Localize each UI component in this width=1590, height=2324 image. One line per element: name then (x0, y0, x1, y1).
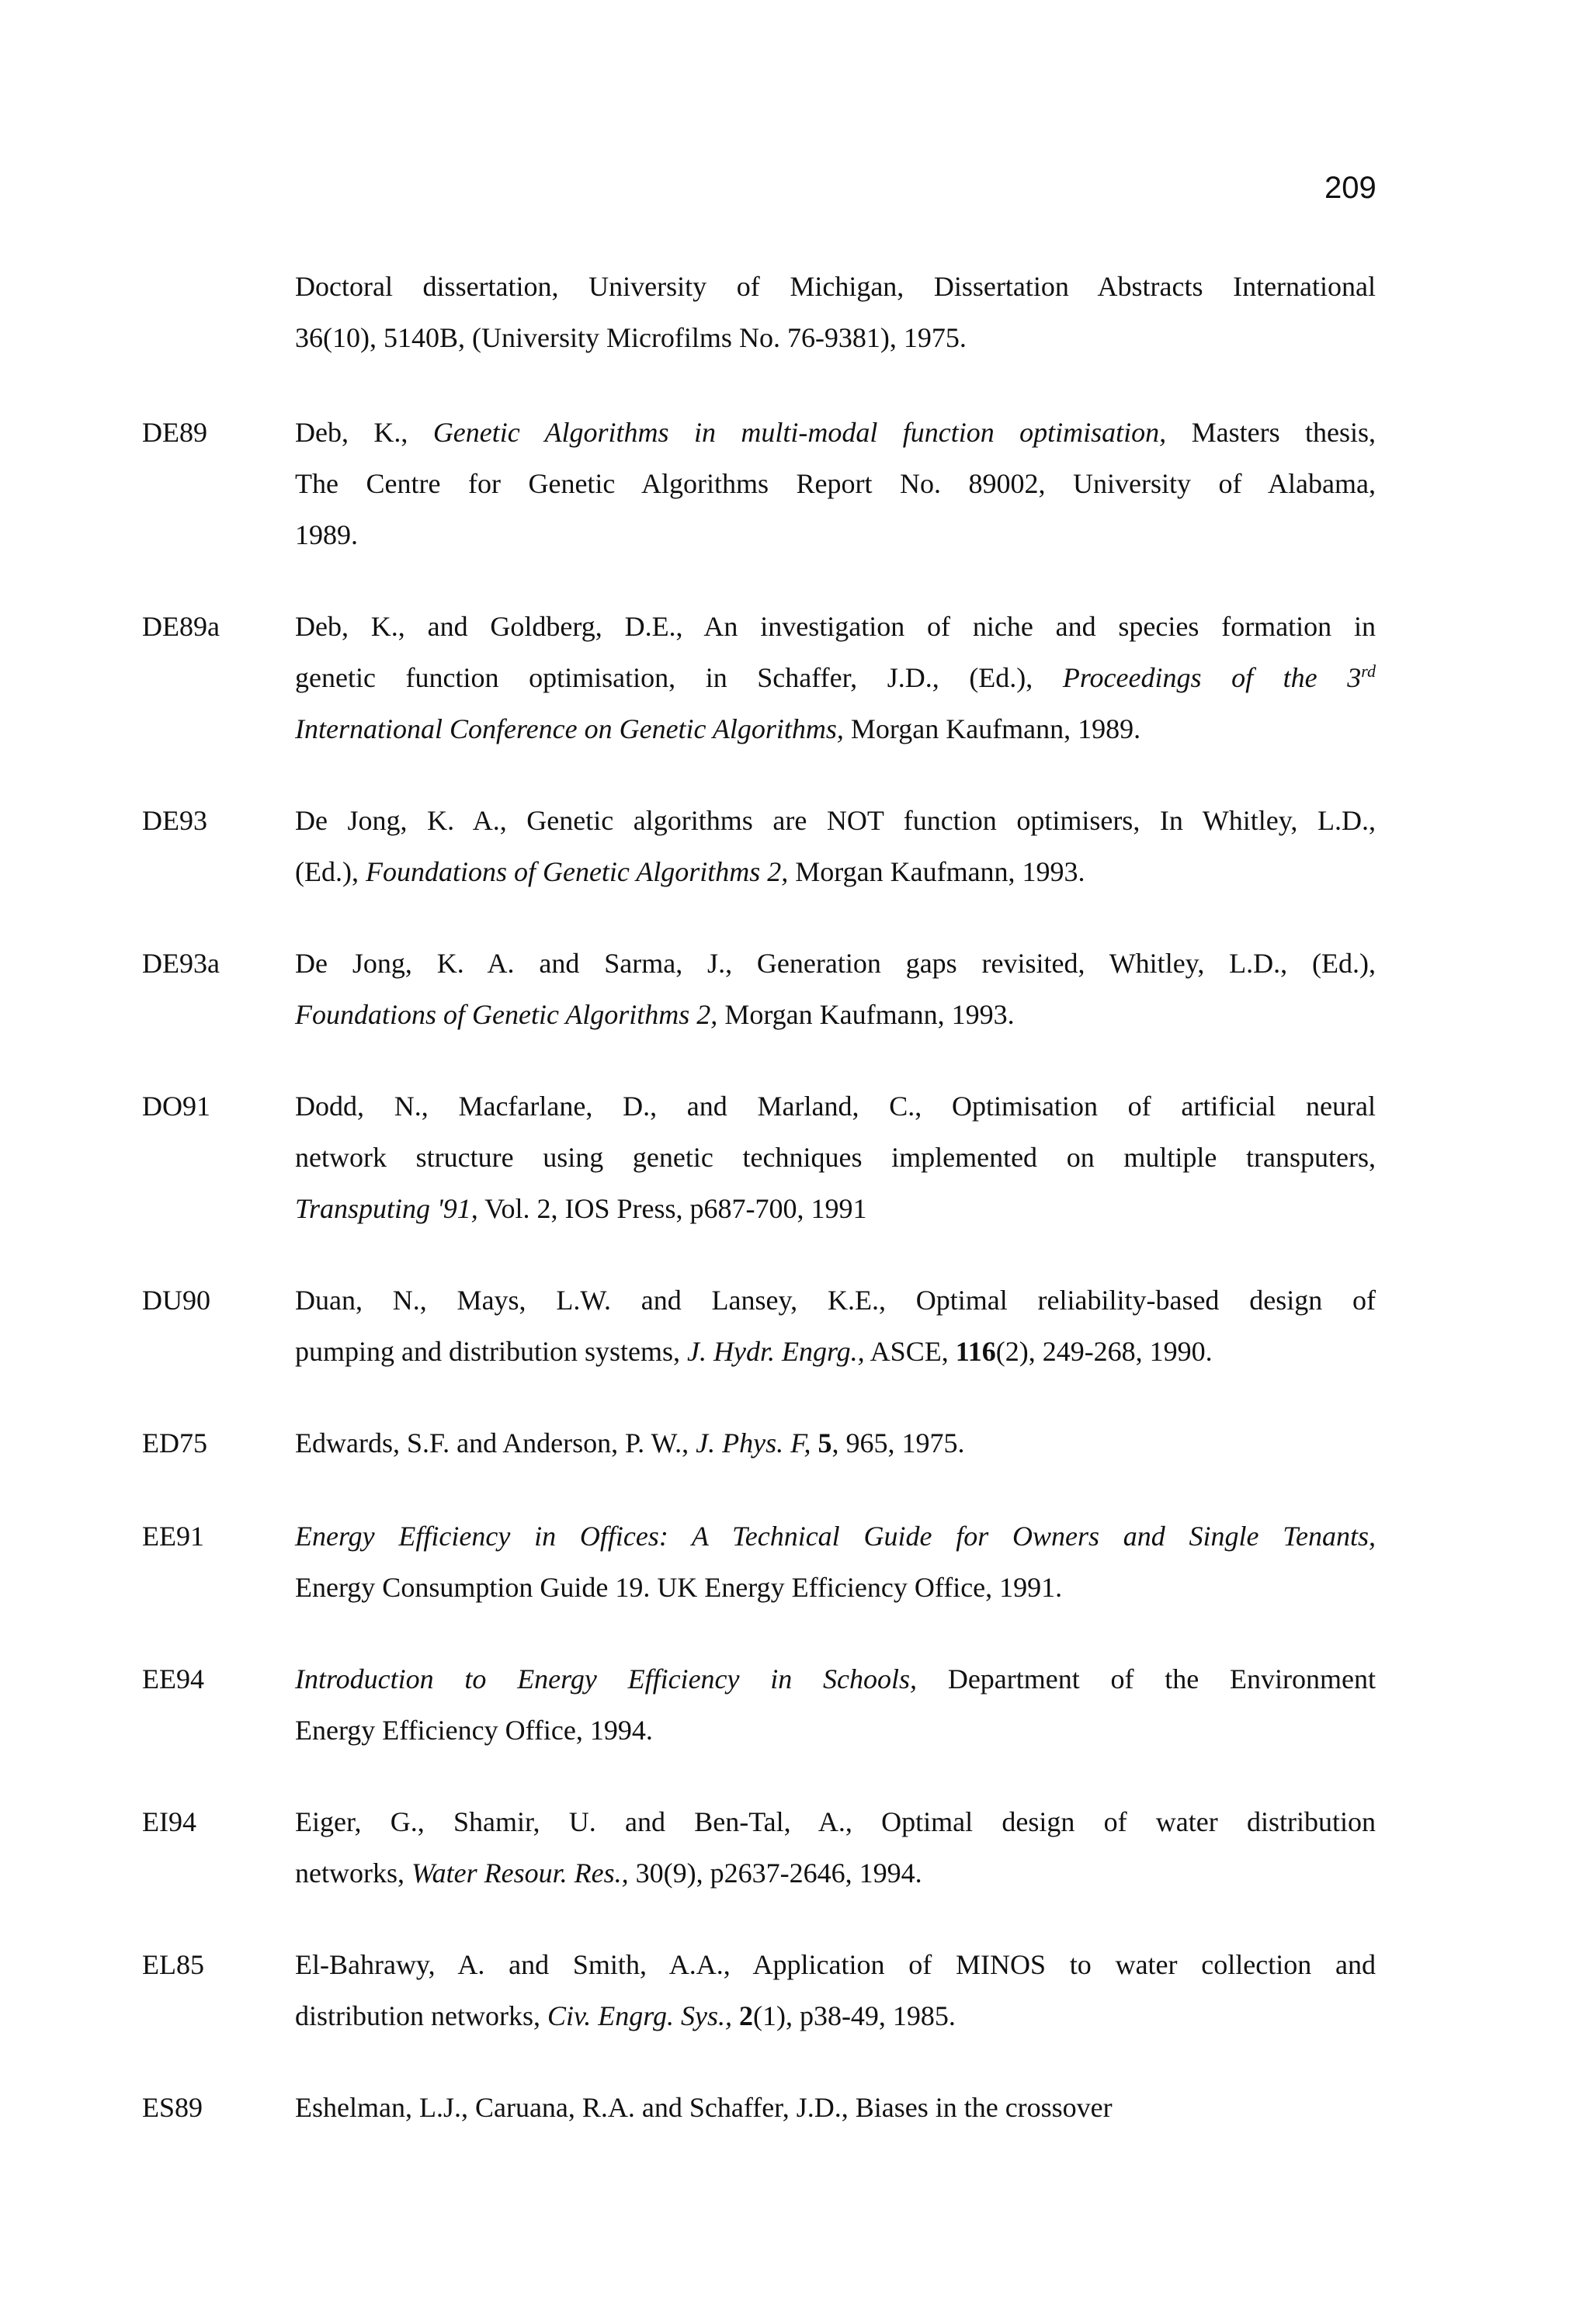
reference-line (295, 601, 1376, 652)
text-run: Masters thesis, (1166, 417, 1376, 448)
reference-entry (295, 1275, 1376, 1377)
text-run: 1989. (295, 519, 358, 550)
reference-line (295, 1275, 1376, 1326)
text-run: Department of the Environment (917, 1663, 1376, 1694)
reference-line (295, 652, 1376, 703)
reference-key: DE93a (142, 948, 220, 979)
italic-title: Transputing '91, (295, 1193, 478, 1224)
text-run: 30(9), p2637-2646, 1994. (628, 1857, 922, 1889)
reference-entry (295, 1653, 1376, 1756)
italic-title: J. Phys. F, (696, 1427, 811, 1459)
reference-line (295, 1796, 1376, 1847)
reference-key: EL85 (142, 1949, 204, 1980)
text-run: Deb, K., (295, 417, 433, 448)
text-run: De Jong, K. A., Genetic algorithms are NOT function optimisers, In Whitley, L.D., (295, 805, 1376, 836)
reference-line (295, 261, 1376, 312)
italic-title: Foundations of Genetic Algorithms 2, (365, 856, 789, 887)
reference-line (295, 938, 1376, 989)
reference-line (295, 1939, 1376, 1990)
bold-volume: 116 (955, 1336, 996, 1367)
reference-entry (295, 795, 1376, 897)
italic-title: J. Hydr. Engrg., (687, 1336, 865, 1367)
reference-line (295, 1653, 1376, 1705)
italic-title: Civ. Engrg. Sys., (547, 2000, 732, 2031)
text-run: networks, (295, 1857, 411, 1889)
text-run: Energy Efficiency Office, 1994. (295, 1715, 653, 1746)
text-run: (Ed.), (295, 856, 366, 887)
text-run: (2), 249-268, 1990. (995, 1336, 1213, 1367)
text-run: Morgan Kaufmann, 1989. (843, 713, 1141, 744)
reference-line (295, 1417, 1376, 1469)
reference-entry (295, 407, 1376, 560)
text-run (732, 2000, 739, 2031)
reference-line (295, 795, 1376, 846)
text-run: Dodd, N., Macfarlane, D., and Marland, C., Optimisation of artificial neural (295, 1091, 1376, 1122)
reference-line (295, 458, 1376, 509)
text-run: De Jong, K. A. and Sarma, J., Generation gaps revisited, Whitley, L.D., (Ed.), (295, 948, 1376, 979)
text-run: ASCE, (864, 1336, 956, 1367)
reference-line (295, 1990, 1376, 2041)
text-run: , 965, 1975. (831, 1427, 965, 1459)
reference-line (295, 1847, 1376, 1899)
reference-entry (295, 261, 1376, 363)
reference-key: EI94 (142, 1806, 196, 1837)
italic-title: Foundations of Genetic Algorithms 2, (295, 999, 718, 1030)
text-run: Doctoral dissertation, University of Michigan, Dissertation Abstracts International (295, 271, 1376, 302)
text-run: network structure using genetic techniques implemented on multiple transputers, (295, 1142, 1376, 1173)
reference-line (295, 1705, 1376, 1756)
text-run: 36(10), 5140B, (University Microfilms No. 76-9381), 1975. (295, 322, 967, 353)
reference-entry (295, 1417, 1376, 1469)
reference-entry (295, 1511, 1376, 1613)
page-number: 209 (1324, 171, 1376, 205)
reference-key: EE91 (142, 1521, 204, 1552)
text-run: distribution networks, (295, 2000, 547, 2031)
reference-line (295, 989, 1376, 1040)
reference-line (295, 407, 1376, 458)
reference-entry (295, 1080, 1376, 1234)
text-run: (1), p38-49, 1985. (752, 2000, 956, 2031)
italic-title: Water Resour. Res., (411, 1857, 629, 1889)
reference-key: ES89 (142, 2092, 203, 2123)
text-run: Eiger, G., Shamir, U. and Ben-Tal, A., Optimal design of water distribution (295, 1806, 1376, 1837)
reference-key: DU90 (142, 1285, 210, 1316)
text-run: Duan, N., Mays, L.W. and Lansey, K.E., Optimal reliability-based design of (295, 1285, 1376, 1316)
italic-title: Introduction to Energy Efficiency in Schools, (295, 1663, 918, 1694)
reference-line (295, 1562, 1376, 1613)
reference-key: EE94 (142, 1663, 204, 1694)
text-run: El-Bahrawy, A. and Smith, A.A., Application of MINOS to water collection and (295, 1949, 1376, 1980)
reference-entry (295, 1939, 1376, 2041)
italic-title: Proceedings of the 3 (1062, 662, 1362, 693)
text-run: Eshelman, L.J., Caruana, R.A. and Schaffer, J.D., Biases in the crossover (295, 2092, 1113, 2123)
reference-line (295, 1511, 1376, 1562)
reference-line (295, 846, 1376, 897)
reference-line (295, 1080, 1376, 1132)
reference-line (295, 2082, 1376, 2133)
bold-volume: 5 (818, 1427, 832, 1459)
reference-entry (295, 601, 1376, 754)
reference-key: DE93 (142, 805, 207, 836)
reference-entry (295, 2082, 1376, 2133)
bold-volume: 2 (738, 2000, 753, 2031)
reference-key: ED75 (142, 1427, 207, 1459)
text-run: Morgan Kaufmann, 1993. (717, 999, 1015, 1030)
text-run: genetic function optimisation, in Schaffer, J.D., (Ed.), (295, 662, 1063, 693)
reference-line (295, 703, 1376, 754)
reference-line (295, 509, 1376, 560)
text-run: Edwards, S.F. and Anderson, P. W., (295, 1427, 696, 1459)
reference-key: DE89a (142, 611, 220, 642)
text-run: Deb, K., and Goldberg, D.E., An investigation of niche and species formation in (295, 611, 1376, 642)
italic-title: International Conference on Genetic Algorithms, (295, 713, 844, 744)
italic-title: Energy Efficiency in Offices: A Technical Guide for Owners and Single Tenants, (295, 1521, 1376, 1552)
reference-line (295, 1326, 1376, 1377)
text-run: The Centre for Genetic Algorithms Report No. 89002, University of Alabama, (295, 468, 1376, 499)
reference-line (295, 1183, 1376, 1234)
reference-key: DO91 (142, 1091, 210, 1122)
reference-key: DE89 (142, 417, 207, 448)
reference-line (295, 1132, 1376, 1183)
text-run: pumping and distribution systems, (295, 1336, 688, 1367)
reference-entry (295, 938, 1376, 1040)
reference-line (295, 312, 1376, 363)
italic-title: Genetic Algorithms in multi-modal function optimisation, (432, 417, 1167, 448)
reference-entry (295, 1796, 1376, 1899)
italic-title: rd (1361, 661, 1376, 681)
text-run: Vol. 2, IOS Press, p687-700, 1991 (477, 1193, 867, 1224)
text-run: Morgan Kaufmann, 1993. (788, 856, 1085, 887)
text-run: Energy Consumption Guide 19. UK Energy Efficiency Office, 1991. (295, 1572, 1063, 1603)
